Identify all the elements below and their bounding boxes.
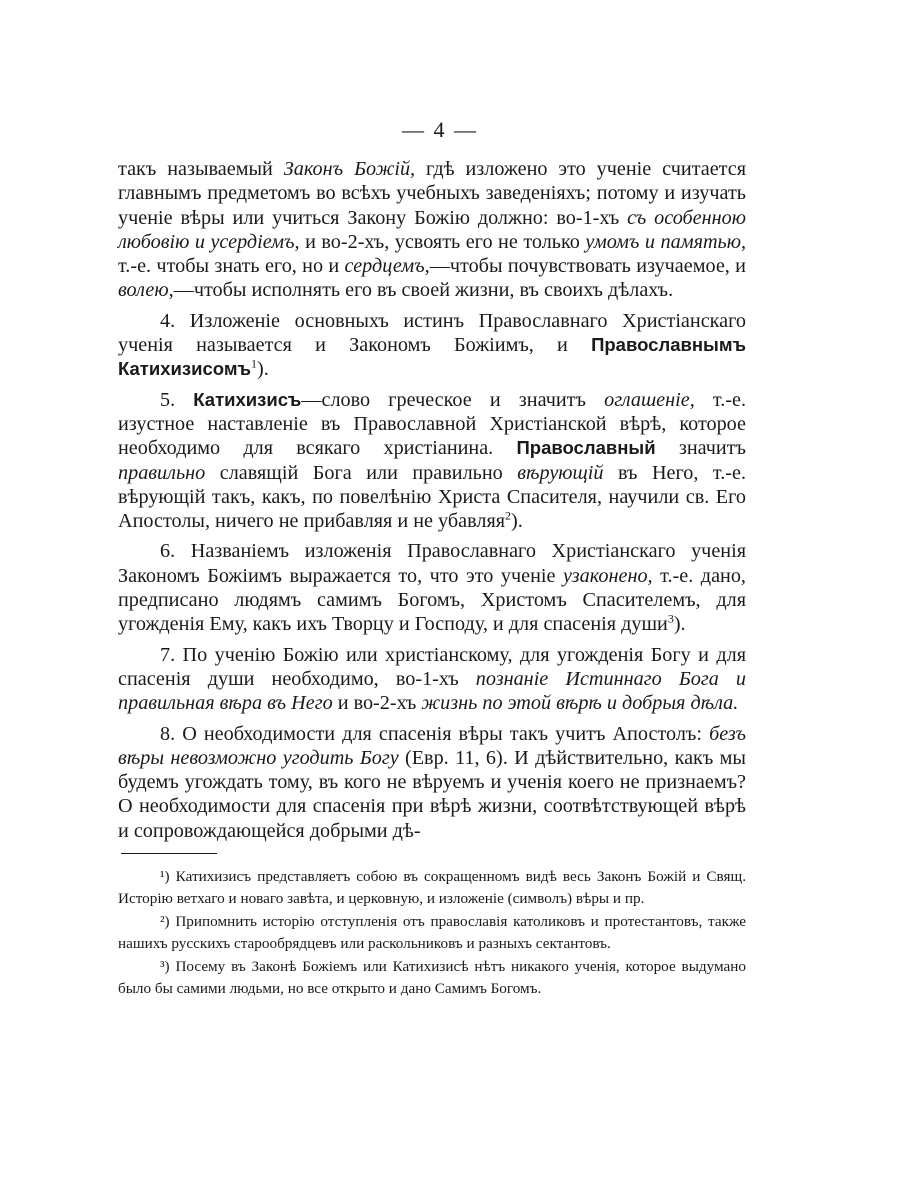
text-run: 5.: [160, 388, 194, 411]
italic-text: безъ вѣры невозможно угодить Богу: [118, 722, 746, 769]
italic-text: умомъ и памятью,: [585, 230, 747, 253]
paragraph-5: [118, 388, 746, 534]
italic-text: съ особенною любовію и усердіемъ,: [118, 206, 746, 253]
footnote-marker: ³): [160, 958, 170, 975]
text-run: (Евр. 11, 6). И дѣйствительно, какъ мы будемъ угождать тому, въ кого не вѣруемъ и ученія коего не признаемъ? О необходимости для спасенія при вѣрѣ жизни, соотвѣтствующей вѣрѣ и сопровождающейся добрыми дѣ-: [118, 746, 746, 842]
footnote-1: [118, 866, 746, 909]
footnote-3: [118, 956, 746, 999]
italic-text: Законъ Божій,: [283, 158, 416, 180]
text-run: 6. Названіемъ изложенія Православнаго Христіанскаго ученія Закономъ Божіимъ выражается то, что это ученіе: [118, 540, 746, 587]
text-run: 8. О необходимости для спасенія вѣры такъ учитъ Апостолъ:: [160, 722, 710, 745]
footnotes: [118, 866, 746, 1001]
text-run: 7. По ученію Божію или христіанскому, для угожденія Богу и для спасенія души необходимо, во-1-хъ: [118, 643, 746, 690]
footnote-marker: ¹): [160, 868, 170, 885]
text-run: т.-е. чтобы знать его, но и: [118, 255, 345, 278]
paragraph-7: [118, 643, 746, 716]
text-run: и во-2-хъ, усвоять его не только: [299, 230, 586, 253]
footnote-ref: 2: [505, 508, 512, 523]
paragraph-6: [118, 539, 746, 636]
text-run: такъ называемый: [118, 158, 284, 180]
text-run: и во-2-хъ: [332, 692, 422, 715]
italic-text: узаконено,: [563, 564, 653, 587]
page-number: — 4 —: [402, 117, 478, 142]
text-run: славящій Бога или правильно: [205, 461, 518, 484]
paragraph-8: [118, 722, 746, 843]
italic-text: жизнь по этой вѣрѣ и добрыя дѣла.: [421, 692, 739, 715]
text-run: т.-е. изустное наставленіе въ Православной Христіанской вѣрѣ, которое необходимо для всякаго христіанина.: [118, 388, 746, 460]
footnote-2: [118, 911, 746, 954]
footnote-text: Посему въ Законѣ Божіемъ или Катихизисѣ нѣтъ никакого ученія, которое выдумано было бы самими людьми, но все открыто и дано Самимъ Богомъ.: [118, 958, 746, 997]
text-run: —слово греческое и значитъ: [301, 388, 605, 411]
italic-text: сердцемъ,: [344, 255, 430, 278]
text-run: —чтобы исполнять его въ своей жизни, въ своихъ дѣлахъ.: [173, 279, 674, 302]
text-run: гдѣ изложено это ученіе считается главнымъ предметомъ во всѣхъ учебныхъ заведеніяхъ; потому и изучать ученіе вѣры или учиться Закону Божію должно: во-1-хъ: [118, 158, 746, 229]
footnote-text: Припомнить исторію отступленія отъ православія католиковъ и протестантовъ, также нашихъ русскихъ старообрядцевъ или раскольниковъ и разныхъ сектантовъ.: [118, 913, 746, 952]
italic-text: оглашеніе,: [604, 388, 695, 411]
paragraph-continuation: [118, 157, 746, 303]
footnote-ref: 1: [251, 356, 257, 371]
text-run: т.-е. дано, предписано людямъ самимъ Богомъ, Христомъ Спасителемъ, для угожденія Ему, какъ ихъ Творцу и Господу, и для спасенія души: [118, 564, 746, 636]
italic-text: волею,: [118, 279, 174, 302]
footnote-divider: [121, 853, 217, 854]
text-run: ).: [511, 510, 523, 533]
bold-term: Православный: [516, 437, 656, 459]
footnote-ref: 3: [667, 611, 674, 626]
footnote-text: Катихизисъ представляетъ собою въ сокращенномъ видѣ весь Законъ Божій и Свящ. Исторію ветхаго и новаго завѣта, и церковную, и изложеніе (символъ) вѣры и пр.: [118, 868, 746, 907]
text-run: ).: [673, 613, 686, 636]
main-text: [118, 157, 746, 849]
text-run: въ Него, т.-е. вѣрующій такъ, какъ, по повелѣнію Христа Спасителя, научили св. Его Апостолы, ничего не прибавляя и не убавляя: [118, 461, 746, 533]
italic-text: познаніе Истиннаго Бога и правильная вѣра въ Него: [118, 667, 747, 715]
italic-text: правильно: [118, 461, 206, 484]
footnote-marker: ²): [160, 913, 170, 930]
italic-text: вѣрующій: [517, 461, 604, 484]
text-run: —чтобы почувствовать изучаемое, и: [429, 255, 746, 278]
bold-term: Православнымъ Катихизисомъ: [118, 334, 746, 380]
text-run: ).: [257, 358, 269, 381]
text-run: значитъ: [655, 437, 746, 460]
text-run: 4. Изложеніе основныхъ истинъ Православнаго Христіанскаго ученія называется и Закономъ Божіимъ, и: [118, 309, 746, 357]
paragraph-4: [118, 309, 746, 382]
bold-term: Катихизисъ: [193, 388, 302, 410]
